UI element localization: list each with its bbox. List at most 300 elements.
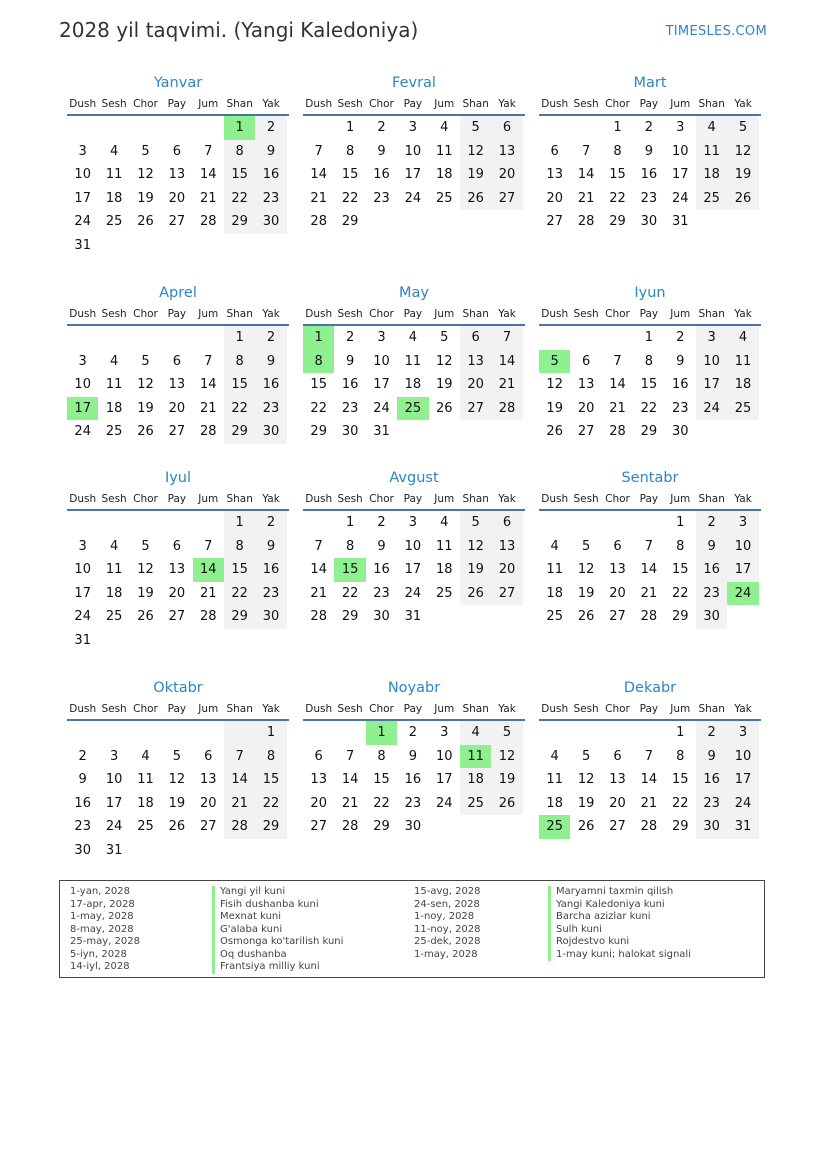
day-cell[interactable]: 22 [255, 792, 286, 816]
day-cell[interactable]: 17 [74, 190, 91, 206]
day-cell[interactable]: 23 [696, 582, 727, 606]
holiday-day[interactable]: 8 [303, 350, 334, 374]
holiday-day[interactable]: 25 [539, 815, 570, 839]
day-cell[interactable]: 15 [640, 377, 658, 392]
day-cell[interactable]: 15 [224, 373, 255, 397]
day-cell[interactable]: 12 [137, 377, 154, 392]
day-cell[interactable]: 29 [224, 420, 255, 444]
day-cell[interactable]: 14 [491, 350, 522, 374]
day-cell[interactable]: 2 [644, 120, 653, 135]
day-cell[interactable]: 15 [671, 772, 689, 787]
day-cell[interactable]: 22 [341, 190, 359, 206]
day-cell[interactable]: 21 [199, 585, 217, 601]
day-cell[interactable]: 16 [341, 377, 359, 392]
holiday-day[interactable]: 1 [224, 116, 255, 140]
holiday-day[interactable]: 15 [334, 558, 365, 582]
day-cell[interactable]: 11 [137, 772, 154, 787]
day-cell[interactable]: 23 [74, 819, 91, 834]
day-cell[interactable]: 29 [609, 214, 626, 229]
day-cell[interactable]: 13 [546, 167, 563, 182]
day-cell[interactable]: 29 [671, 819, 689, 834]
day-cell[interactable]: 23 [696, 792, 727, 816]
day-cell[interactable]: 8 [345, 143, 355, 159]
day-cell[interactable]: 12 [546, 377, 563, 392]
day-cell[interactable]: 19 [546, 400, 563, 416]
day-cell[interactable]: 5 [491, 721, 522, 745]
day-cell[interactable]: 25 [435, 190, 453, 206]
day-cell[interactable]: 2 [255, 116, 286, 140]
day-cell[interactable]: 27 [546, 214, 563, 229]
day-cell[interactable]: 25 [105, 424, 123, 439]
day-cell[interactable]: 10 [727, 745, 758, 769]
day-cell[interactable]: 18 [460, 768, 491, 792]
day-cell[interactable]: 10 [74, 167, 91, 182]
day-cell[interactable]: 24 [105, 819, 123, 834]
day-cell[interactable]: 27 [168, 609, 186, 624]
day-cell[interactable]: 10 [373, 353, 390, 369]
day-cell[interactable]: 14 [310, 562, 327, 577]
day-cell[interactable]: 15 [255, 768, 286, 792]
day-cell[interactable]: 23 [640, 190, 658, 206]
day-cell[interactable]: 13 [577, 377, 595, 392]
day-cell[interactable]: 15 [341, 167, 359, 182]
day-cell[interactable]: 6 [204, 748, 213, 764]
day-cell[interactable]: 22 [224, 582, 255, 606]
day-cell[interactable]: 28 [609, 424, 626, 439]
day-cell[interactable]: 30 [74, 842, 91, 858]
day-cell[interactable]: 9 [78, 772, 87, 787]
day-cell[interactable]: 29 [310, 424, 327, 439]
day-cell[interactable]: 26 [727, 187, 758, 211]
day-cell[interactable]: 11 [546, 772, 563, 787]
day-cell[interactable]: 7 [204, 538, 213, 554]
day-cell[interactable]: 26 [546, 424, 563, 439]
day-cell[interactable]: 22 [224, 397, 255, 421]
day-cell[interactable]: 28 [199, 609, 217, 624]
day-cell[interactable]: 11 [727, 350, 758, 374]
day-cell[interactable]: 6 [491, 511, 522, 535]
day-cell[interactable]: 30 [255, 420, 286, 444]
day-cell[interactable]: 27 [199, 819, 217, 834]
day-cell[interactable]: 18 [435, 167, 453, 182]
day-cell[interactable]: 29 [224, 605, 255, 629]
day-cell[interactable]: 27 [460, 397, 491, 421]
day-cell[interactable]: 6 [613, 538, 622, 554]
day-cell[interactable]: 13 [168, 167, 186, 182]
day-cell[interactable]: 20 [168, 190, 186, 206]
day-cell[interactable]: 20 [491, 558, 522, 582]
day-cell[interactable]: 16 [255, 163, 286, 187]
day-cell[interactable]: 7 [314, 143, 323, 159]
day-cell[interactable]: 14 [224, 768, 255, 792]
day-cell[interactable]: 25 [727, 397, 758, 421]
day-cell[interactable]: 7 [224, 745, 255, 769]
day-cell[interactable]: 4 [440, 120, 449, 135]
day-cell[interactable]: 17 [696, 373, 727, 397]
day-cell[interactable]: 24 [671, 190, 689, 206]
day-cell[interactable]: 21 [310, 585, 327, 601]
day-cell[interactable]: 23 [404, 795, 422, 811]
day-cell[interactable]: 4 [109, 143, 119, 159]
day-cell[interactable]: 8 [224, 350, 255, 374]
day-cell[interactable]: 3 [727, 721, 758, 745]
day-cell[interactable]: 26 [137, 424, 154, 439]
day-cell[interactable]: 26 [460, 187, 491, 211]
day-cell[interactable]: 3 [78, 353, 87, 369]
day-cell[interactable]: 11 [546, 562, 563, 577]
day-cell[interactable]: 29 [640, 424, 658, 439]
day-cell[interactable]: 1 [224, 326, 255, 350]
day-cell[interactable]: 24 [404, 585, 422, 601]
day-cell[interactable]: 1 [345, 515, 355, 530]
day-cell[interactable]: 30 [404, 819, 422, 834]
day-cell[interactable]: 12 [460, 140, 491, 164]
day-cell[interactable]: 15 [224, 163, 255, 187]
day-cell[interactable]: 7 [204, 353, 213, 369]
day-cell[interactable]: 7 [581, 143, 591, 159]
day-cell[interactable]: 18 [404, 377, 422, 392]
day-cell[interactable]: 20 [199, 795, 217, 811]
day-cell[interactable]: 8 [224, 140, 255, 164]
day-cell[interactable]: 30 [671, 424, 689, 439]
day-cell[interactable]: 21 [609, 400, 626, 416]
day-cell[interactable]: 28 [310, 609, 327, 624]
day-cell[interactable]: 30 [255, 605, 286, 629]
day-cell[interactable]: 19 [460, 163, 491, 187]
day-cell[interactable]: 12 [435, 353, 453, 369]
day-cell[interactable]: 14 [310, 167, 327, 182]
day-cell[interactable]: 11 [105, 377, 123, 392]
day-cell[interactable]: 20 [546, 190, 563, 206]
day-cell[interactable]: 2 [408, 725, 417, 740]
day-cell[interactable]: 12 [577, 772, 595, 787]
day-cell[interactable]: 28 [640, 609, 658, 624]
day-cell[interactable]: 2 [696, 721, 727, 745]
day-cell[interactable]: 17 [74, 585, 91, 601]
day-cell[interactable]: 31 [727, 815, 758, 839]
day-cell[interactable]: 13 [199, 772, 217, 787]
day-cell[interactable]: 31 [373, 424, 390, 439]
day-cell[interactable]: 9 [377, 538, 386, 554]
day-cell[interactable]: 1 [345, 120, 355, 135]
day-cell[interactable]: 8 [224, 535, 255, 559]
day-cell[interactable]: 11 [105, 562, 123, 577]
holiday-day[interactable]: 17 [67, 397, 98, 421]
day-cell[interactable]: 5 [141, 353, 150, 369]
day-cell[interactable]: 14 [577, 167, 595, 182]
day-cell[interactable]: 26 [137, 214, 154, 229]
day-cell[interactable]: 8 [377, 748, 386, 764]
day-cell[interactable]: 21 [224, 792, 255, 816]
day-cell[interactable]: 22 [341, 585, 359, 601]
day-cell[interactable]: 26 [137, 609, 154, 624]
day-cell[interactable]: 24 [435, 795, 453, 811]
day-cell[interactable]: 26 [460, 582, 491, 606]
day-cell[interactable]: 17 [727, 558, 758, 582]
day-cell[interactable]: 14 [609, 377, 626, 392]
day-cell[interactable]: 7 [644, 748, 653, 764]
day-cell[interactable]: 25 [460, 792, 491, 816]
day-cell[interactable]: 11 [435, 143, 453, 159]
day-cell[interactable]: 23 [373, 190, 390, 206]
day-cell[interactable]: 18 [727, 373, 758, 397]
day-cell[interactable]: 3 [696, 326, 727, 350]
day-cell[interactable]: 11 [105, 167, 123, 182]
day-cell[interactable]: 29 [671, 609, 689, 624]
day-cell[interactable]: 9 [255, 350, 286, 374]
day-cell[interactable]: 4 [408, 330, 417, 345]
day-cell[interactable]: 28 [341, 819, 359, 834]
day-cell[interactable]: 10 [74, 562, 91, 577]
day-cell[interactable]: 10 [404, 143, 422, 159]
day-cell[interactable]: 27 [491, 187, 522, 211]
day-cell[interactable]: 18 [546, 795, 563, 811]
day-cell[interactable]: 13 [491, 140, 522, 164]
day-cell[interactable]: 19 [491, 768, 522, 792]
day-cell[interactable]: 29 [373, 819, 390, 834]
day-cell[interactable]: 24 [74, 424, 91, 439]
day-cell[interactable]: 11 [696, 140, 727, 164]
day-cell[interactable]: 25 [105, 214, 123, 229]
day-cell[interactable]: 9 [696, 745, 727, 769]
day-cell[interactable]: 19 [168, 795, 186, 811]
day-cell[interactable]: 12 [168, 772, 186, 787]
day-cell[interactable]: 9 [644, 143, 653, 159]
day-cell[interactable]: 20 [609, 795, 626, 811]
day-cell[interactable]: 17 [727, 768, 758, 792]
day-cell[interactable]: 4 [550, 748, 559, 764]
day-cell[interactable]: 8 [345, 538, 355, 554]
day-cell[interactable]: 16 [373, 562, 390, 577]
day-cell[interactable]: 6 [460, 326, 491, 350]
day-cell[interactable]: 6 [613, 748, 622, 764]
day-cell[interactable]: 5 [727, 116, 758, 140]
day-cell[interactable]: 18 [105, 585, 123, 601]
day-cell[interactable]: 20 [491, 163, 522, 187]
day-cell[interactable]: 13 [310, 772, 327, 787]
holiday-day[interactable]: 5 [539, 350, 570, 374]
day-cell[interactable]: 9 [377, 143, 386, 159]
day-cell[interactable]: 28 [310, 214, 327, 229]
day-cell[interactable]: 9 [696, 535, 727, 559]
day-cell[interactable]: 21 [640, 795, 658, 811]
day-cell[interactable]: 22 [640, 400, 658, 416]
day-cell[interactable]: 11 [435, 538, 453, 554]
day-cell[interactable]: 17 [435, 772, 453, 787]
day-cell[interactable]: 24 [373, 400, 390, 416]
day-cell[interactable]: 3 [727, 511, 758, 535]
day-cell[interactable]: 10 [74, 377, 91, 392]
day-cell[interactable]: 6 [550, 143, 559, 159]
day-cell[interactable]: 23 [255, 397, 286, 421]
holiday-day[interactable]: 14 [193, 558, 224, 582]
day-cell[interactable]: 14 [640, 562, 658, 577]
day-cell[interactable]: 4 [109, 538, 119, 554]
day-cell[interactable]: 30 [640, 214, 658, 229]
day-cell[interactable]: 4 [109, 353, 119, 369]
day-cell[interactable]: 22 [224, 187, 255, 211]
day-cell[interactable]: 14 [341, 772, 359, 787]
day-cell[interactable]: 31 [74, 632, 91, 648]
day-cell[interactable]: 28 [640, 819, 658, 834]
day-cell[interactable]: 25 [435, 585, 453, 601]
day-cell[interactable]: 6 [314, 748, 323, 764]
day-cell[interactable]: 2 [377, 515, 386, 530]
day-cell[interactable]: 23 [373, 585, 390, 601]
day-cell[interactable]: 21 [491, 373, 522, 397]
day-cell[interactable]: 3 [440, 725, 449, 740]
day-cell[interactable]: 24 [74, 214, 91, 229]
day-cell[interactable]: 3 [377, 330, 386, 345]
day-cell[interactable]: 21 [199, 400, 217, 416]
day-cell[interactable]: 30 [341, 424, 359, 439]
day-cell[interactable]: 9 [255, 535, 286, 559]
day-cell[interactable]: 22 [671, 585, 689, 601]
day-cell[interactable]: 21 [640, 585, 658, 601]
day-cell[interactable]: 16 [255, 373, 286, 397]
day-cell[interactable]: 29 [341, 609, 359, 624]
day-cell[interactable]: 7 [644, 538, 653, 554]
day-cell[interactable]: 3 [676, 120, 685, 135]
day-cell[interactable]: 1 [676, 515, 685, 530]
day-cell[interactable]: 13 [609, 772, 626, 787]
day-cell[interactable]: 9 [255, 140, 286, 164]
day-cell[interactable]: 3 [109, 748, 119, 764]
day-cell[interactable]: 20 [168, 400, 186, 416]
day-cell[interactable]: 27 [609, 819, 626, 834]
day-cell[interactable]: 24 [727, 792, 758, 816]
day-cell[interactable]: 4 [440, 515, 449, 530]
day-cell[interactable]: 10 [404, 538, 422, 554]
day-cell[interactable]: 19 [435, 377, 453, 392]
day-cell[interactable]: 9 [676, 353, 685, 369]
day-cell[interactable]: 5 [460, 511, 491, 535]
day-cell[interactable]: 15 [609, 167, 626, 182]
day-cell[interactable]: 26 [435, 400, 453, 416]
day-cell[interactable]: 27 [168, 424, 186, 439]
day-cell[interactable]: 5 [141, 538, 150, 554]
day-cell[interactable]: 21 [577, 190, 595, 206]
day-cell[interactable]: 22 [373, 795, 390, 811]
day-cell[interactable]: 21 [199, 190, 217, 206]
day-cell[interactable]: 17 [404, 167, 422, 182]
day-cell[interactable]: 16 [696, 768, 727, 792]
day-cell[interactable]: 12 [137, 562, 154, 577]
day-cell[interactable]: 10 [105, 772, 123, 787]
day-cell[interactable]: 20 [609, 585, 626, 601]
day-cell[interactable]: 4 [141, 748, 150, 764]
brand-link[interactable]: TIMESLES.COM [665, 24, 767, 39]
holiday-day[interactable]: 24 [727, 582, 758, 606]
day-cell[interactable]: 1 [644, 330, 653, 345]
day-cell[interactable]: 20 [577, 400, 595, 416]
day-cell[interactable]: 10 [727, 535, 758, 559]
day-cell[interactable]: 3 [408, 515, 417, 530]
day-cell[interactable]: 8 [613, 143, 622, 159]
day-cell[interactable]: 6 [491, 116, 522, 140]
day-cell[interactable]: 25 [546, 609, 563, 624]
day-cell[interactable]: 12 [137, 167, 154, 182]
day-cell[interactable]: 11 [404, 353, 422, 369]
day-cell[interactable]: 31 [105, 842, 123, 858]
day-cell[interactable]: 12 [491, 745, 522, 769]
day-cell[interactable]: 3 [78, 538, 87, 554]
day-cell[interactable]: 15 [373, 772, 390, 787]
day-cell[interactable]: 27 [310, 819, 327, 834]
day-cell[interactable]: 4 [460, 721, 491, 745]
day-cell[interactable]: 19 [577, 795, 595, 811]
day-cell[interactable]: 17 [373, 377, 390, 392]
day-cell[interactable]: 18 [105, 190, 123, 206]
day-cell[interactable]: 7 [491, 326, 522, 350]
holiday-day[interactable]: 11 [460, 745, 491, 769]
day-cell[interactable]: 27 [609, 609, 626, 624]
day-cell[interactable]: 18 [435, 562, 453, 577]
day-cell[interactable]: 5 [460, 116, 491, 140]
day-cell[interactable]: 10 [671, 143, 689, 159]
day-cell[interactable]: 28 [577, 214, 595, 229]
day-cell[interactable]: 23 [255, 582, 286, 606]
day-cell[interactable]: 16 [373, 167, 390, 182]
day-cell[interactable]: 3 [408, 120, 417, 135]
day-cell[interactable]: 26 [577, 609, 595, 624]
day-cell[interactable]: 25 [696, 187, 727, 211]
day-cell[interactable]: 13 [491, 535, 522, 559]
day-cell[interactable]: 20 [310, 795, 327, 811]
day-cell[interactable]: 10 [696, 350, 727, 374]
day-cell[interactable]: 8 [676, 748, 685, 764]
day-cell[interactable]: 2 [377, 120, 386, 135]
day-cell[interactable]: 16 [696, 558, 727, 582]
day-cell[interactable]: 2 [255, 511, 286, 535]
day-cell[interactable]: 20 [168, 585, 186, 601]
day-cell[interactable]: 19 [137, 585, 154, 601]
day-cell[interactable]: 16 [671, 377, 689, 392]
day-cell[interactable]: 1 [613, 120, 622, 135]
day-cell[interactable]: 9 [345, 353, 355, 369]
day-cell[interactable]: 25 [105, 609, 123, 624]
day-cell[interactable]: 12 [460, 535, 491, 559]
day-cell[interactable]: 6 [581, 353, 591, 369]
day-cell[interactable]: 4 [696, 116, 727, 140]
day-cell[interactable]: 27 [168, 214, 186, 229]
day-cell[interactable]: 16 [74, 795, 91, 811]
day-cell[interactable]: 2 [345, 330, 355, 345]
day-cell[interactable]: 29 [255, 815, 286, 839]
day-cell[interactable]: 7 [345, 748, 355, 764]
day-cell[interactable]: 7 [314, 538, 323, 554]
day-cell[interactable]: 13 [168, 562, 186, 577]
day-cell[interactable]: 22 [671, 795, 689, 811]
holiday-day[interactable]: 25 [397, 397, 428, 421]
day-cell[interactable]: 30 [696, 605, 727, 629]
day-cell[interactable]: 25 [137, 819, 154, 834]
day-cell[interactable]: 13 [609, 562, 626, 577]
day-cell[interactable]: 17 [105, 795, 123, 811]
day-cell[interactable]: 19 [727, 163, 758, 187]
day-cell[interactable]: 29 [224, 210, 255, 234]
day-cell[interactable]: 2 [676, 330, 685, 345]
day-cell[interactable]: 23 [341, 400, 359, 416]
day-cell[interactable]: 24 [696, 397, 727, 421]
day-cell[interactable]: 4 [550, 538, 559, 554]
day-cell[interactable]: 28 [199, 424, 217, 439]
day-cell[interactable]: 23 [255, 187, 286, 211]
day-cell[interactable]: 14 [199, 167, 217, 182]
day-cell[interactable]: 19 [137, 400, 154, 416]
day-cell[interactable]: 14 [640, 772, 658, 787]
day-cell[interactable]: 18 [105, 400, 123, 416]
